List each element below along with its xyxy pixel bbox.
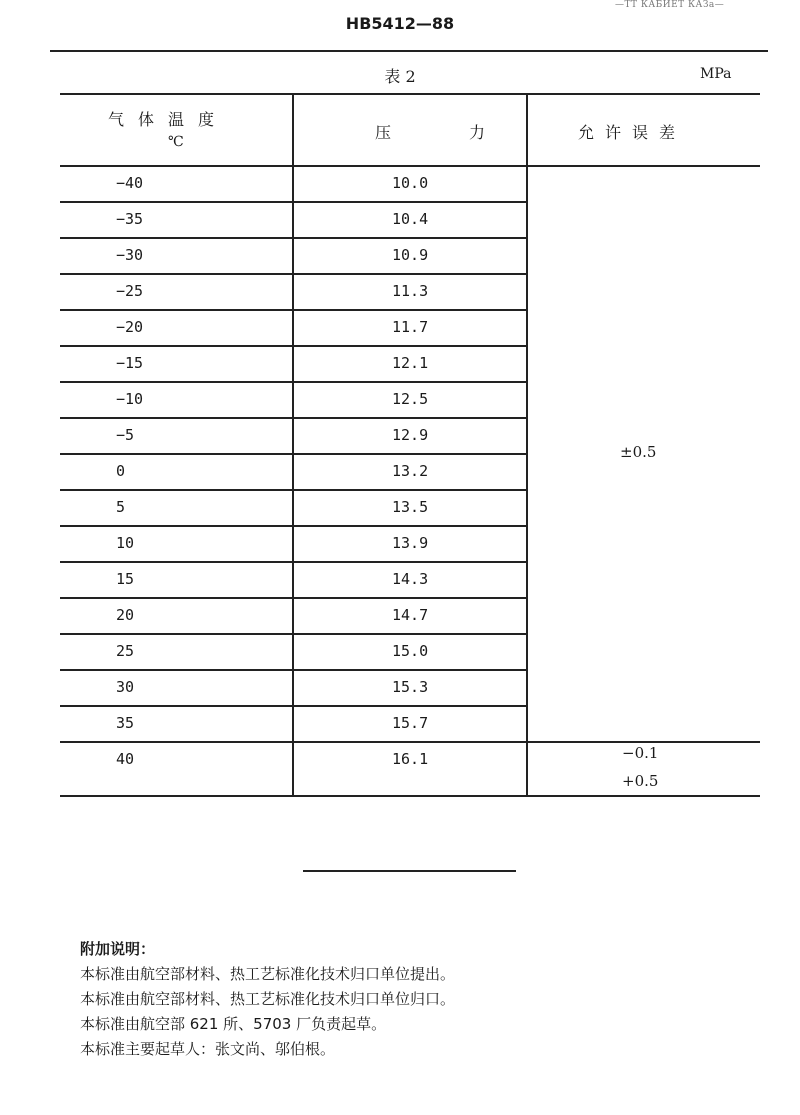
cell-pressure: 12.9 [392, 426, 429, 444]
table-row [60, 561, 760, 597]
cell-pressure: 14.7 [392, 606, 429, 624]
cell-temperature: 30 [116, 678, 135, 696]
corner-mark: —ТТ КАБИЕТ КАЗа— [615, 0, 725, 10]
header-pressure-char: 压 [375, 123, 392, 142]
cell-temperature: −5 [116, 426, 135, 444]
table-row [60, 669, 760, 705]
cell-pressure: 10.9 [392, 246, 429, 264]
header-tolerance: 允许误差 [578, 123, 687, 142]
cell-pressure: 14.3 [392, 570, 429, 588]
table-row [60, 705, 760, 741]
cell-temperature: −10 [116, 390, 144, 408]
table-bottom-border [60, 795, 760, 797]
table-row [60, 165, 760, 201]
table-row [60, 381, 760, 417]
table-row [60, 345, 760, 381]
table-row [60, 597, 760, 633]
cell-temperature: 40 [116, 750, 135, 768]
cell-pressure: 11.3 [392, 282, 429, 300]
cell-temperature: −35 [116, 210, 144, 228]
cell-pressure: 15.7 [392, 714, 429, 732]
table-row [60, 273, 760, 309]
notes-line: 本标准由航空部材料、热工艺标准化技术归口单位提出。 [80, 965, 456, 983]
cell-temperature: 35 [116, 714, 135, 732]
table-top-border [60, 93, 760, 95]
table-row [60, 633, 760, 669]
table-row [60, 237, 760, 273]
notes-line: 本标准主要起草人：张文尚、邬伯根。 [80, 1040, 336, 1058]
document-number: HB5412—88 [345, 14, 455, 33]
cell-temperature: 20 [116, 606, 135, 624]
cell-pressure: 13.5 [392, 498, 429, 516]
cell-pressure: 12.5 [392, 390, 429, 408]
tolerance-last-lower: −0.1 [622, 744, 659, 762]
tolerance-merged-cell: ±0.5 [620, 443, 657, 461]
cell-pressure: 10.4 [392, 210, 429, 228]
table-unit: MPa [700, 66, 732, 82]
cell-pressure: 15.3 [392, 678, 429, 696]
additional-notes [80, 937, 760, 1062]
cell-pressure: 13.9 [392, 534, 429, 552]
table-row [60, 309, 760, 345]
header-pressure [375, 120, 485, 143]
table-title: 表 2 [384, 67, 416, 86]
table-row [60, 201, 760, 237]
cell-pressure: 16.1 [392, 750, 429, 768]
cell-pressure: 11.7 [392, 318, 429, 336]
cell-temperature: 10 [116, 534, 135, 552]
cell-temperature: 25 [116, 642, 135, 660]
tolerance-last-upper: +0.5 [622, 772, 659, 790]
header-pressure-char: 力 [468, 123, 485, 142]
cell-pressure: 12.1 [392, 354, 429, 372]
cell-temperature: −30 [116, 246, 144, 264]
section-end-rule [303, 870, 516, 872]
cell-temperature: 5 [116, 498, 126, 516]
cell-temperature: 0 [116, 462, 126, 480]
cell-pressure: 13.2 [392, 462, 429, 480]
cell-pressure: 10.0 [392, 174, 429, 192]
cell-temperature: −40 [116, 174, 144, 192]
cell-pressure: 15.0 [392, 642, 429, 660]
table-row [60, 525, 760, 561]
cell-temperature: 15 [116, 570, 135, 588]
cell-temperature: −15 [116, 354, 144, 372]
cell-temperature: −25 [116, 282, 144, 300]
notes-title: 附加说明： [80, 940, 156, 958]
header-temperature: 气体温度 [108, 110, 229, 129]
cell-temperature: −20 [116, 318, 144, 336]
notes-line: 本标准由航空部 621 所、5703 厂负责起草。 [80, 1015, 387, 1033]
header-temperature-unit: ℃ [168, 134, 184, 150]
header-rule [50, 50, 768, 52]
notes-line: 本标准由航空部材料、热工艺标准化技术归口单位归口。 [80, 990, 456, 1008]
table-row [60, 489, 760, 525]
